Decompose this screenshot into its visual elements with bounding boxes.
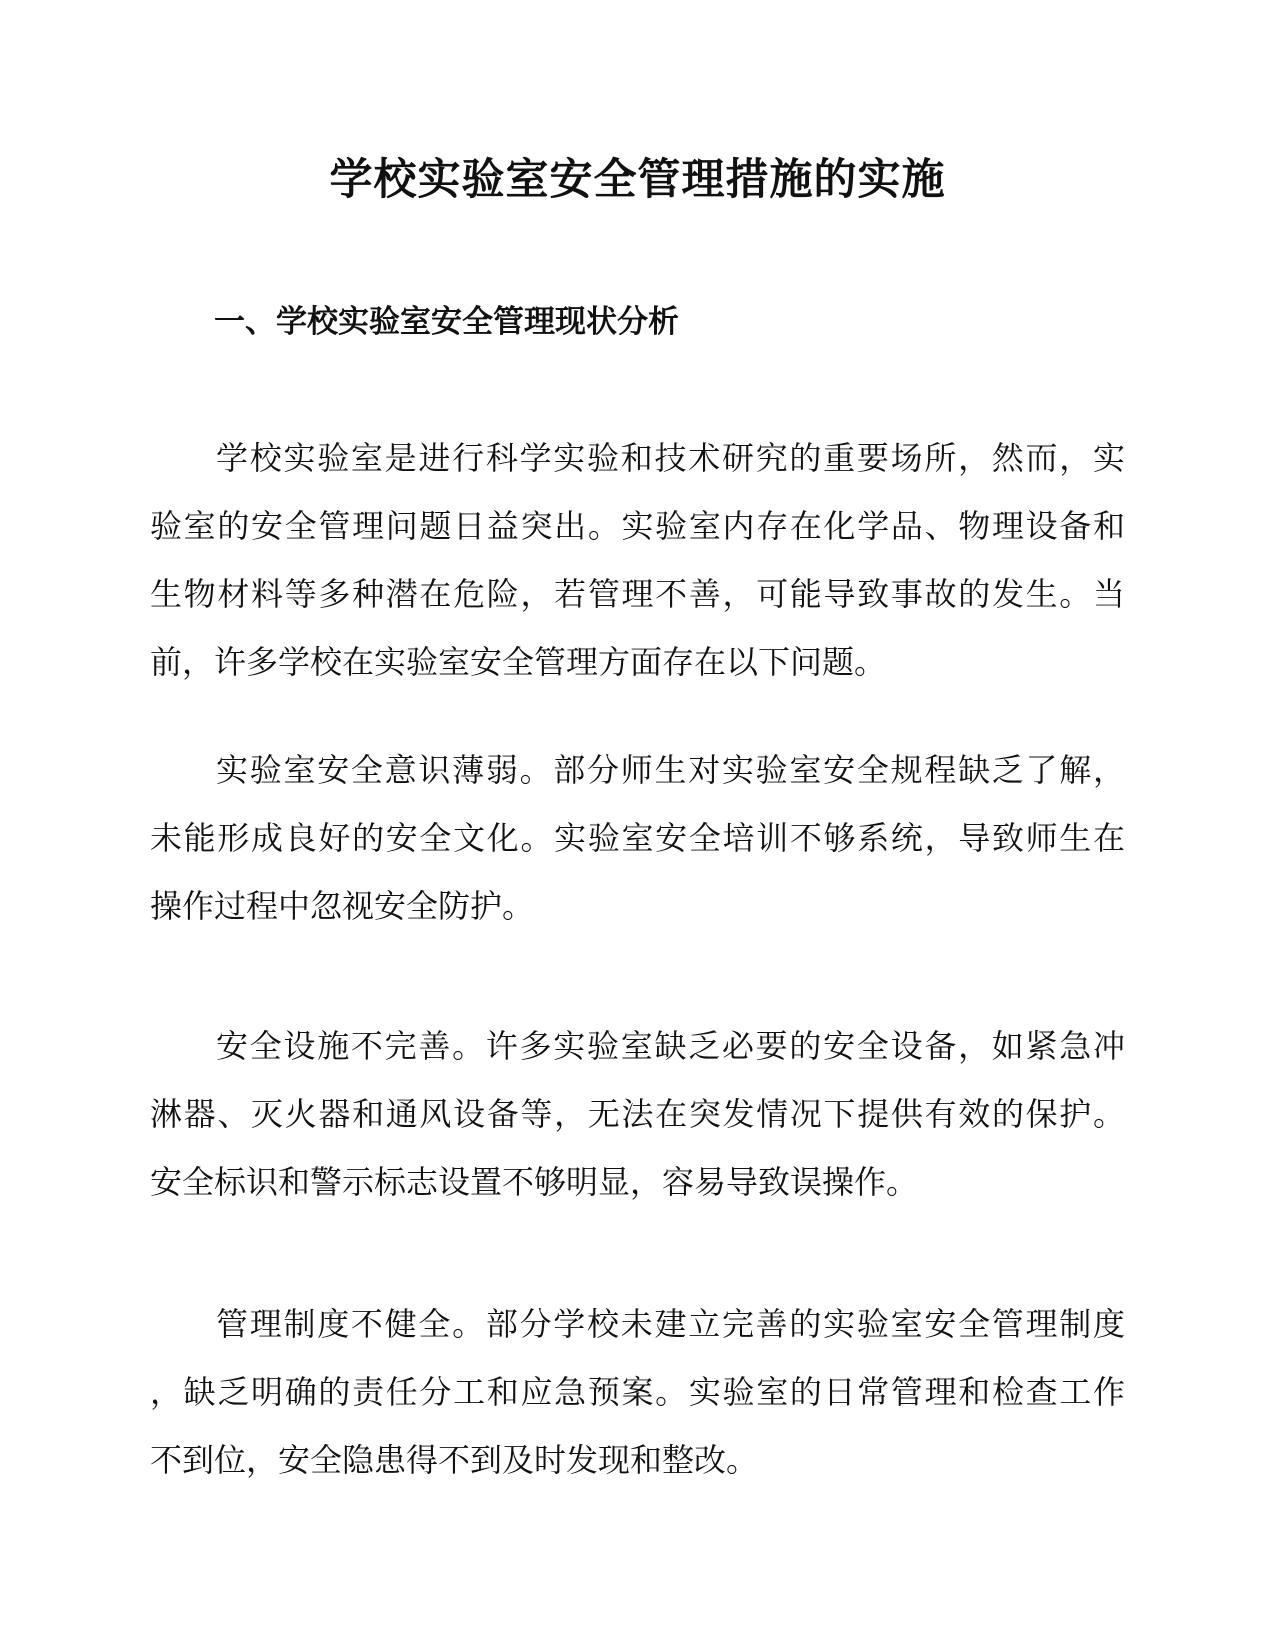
paragraph-line: 前，许多学校在实验室安全管理方面存在以下问题。	[150, 643, 887, 681]
paragraph-line: 安全标识和警示标志设置不够明显，容易导致误操作。	[150, 1163, 919, 1201]
paragraph-management-system	[150, 1290, 1125, 1494]
paragraph-line: ，缺乏明确的责任分工和应急预案。实验室的日常管理和检查工作	[150, 1373, 1125, 1411]
paragraph-line: 实验室安全意识薄弱。部分师生对实验室安全规程缺乏了解，	[216, 751, 1125, 789]
paragraph-line: 验室的安全管理问题日益突出。实验室内存在化学品、物理设备和	[150, 507, 1125, 545]
paragraph-line: 操作过程中忽视安全防护。	[150, 887, 535, 925]
section-heading: 一、学校实验室安全管理现状分析	[214, 304, 679, 340]
paragraph-line: 生物材料等多种潜在危险，若管理不善，可能导致事故的发生。当	[150, 575, 1125, 613]
paragraph-line: 学校实验室是进行科学实验和技术研究的重要场所，然而，实	[216, 439, 1125, 477]
paragraph-line: 未能形成良好的安全文化。实验室安全培训不够系统，导致师生在	[150, 819, 1125, 857]
paragraph-current-situation	[150, 424, 1125, 696]
paragraph-line: 不到位，安全隐患得不到及时发现和整改。	[150, 1441, 759, 1479]
paragraph-line: 淋器、灭火器和通风设备等，无法在突发情况下提供有效的保护。	[150, 1095, 1125, 1133]
document-title: 学校实验室安全管理措施的实施	[329, 155, 946, 205]
paragraph-safety-awareness	[150, 736, 1125, 940]
paragraph-safety-facilities	[150, 1012, 1125, 1216]
paragraph-line: 安全设施不完善。许多实验室缺乏必要的安全设备，如紧急冲	[216, 1027, 1125, 1065]
paragraph-line: 管理制度不健全。部分学校未建立完善的实验室安全管理制度	[216, 1305, 1125, 1343]
